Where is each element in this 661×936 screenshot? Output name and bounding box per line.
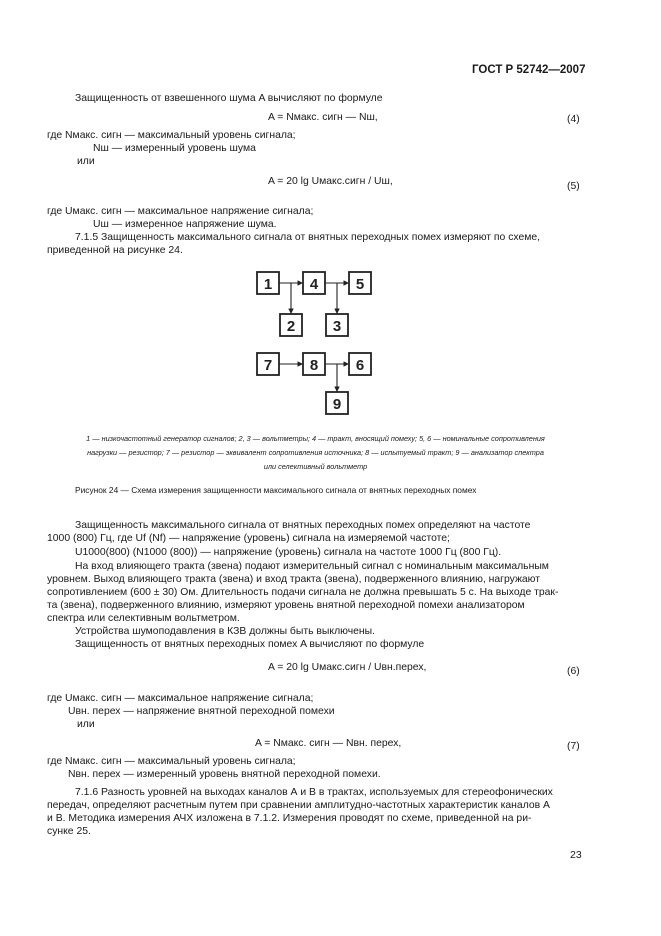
paragraph-line: Защищенность максимального сигнала от внятных переходных помех определяют на частоте bbox=[75, 520, 531, 531]
text-line: Nвн. перех — измеренный уровень внятной переходной помехи. bbox=[68, 769, 381, 780]
paragraph-line: приведенной на рисунке 24. bbox=[47, 245, 183, 256]
text-line: или bbox=[77, 156, 95, 167]
figure-title: Рисунок 24 — Схема измерения защищенности максимального сигнала от внятных переходных помех bbox=[75, 485, 477, 495]
block-label: 1 bbox=[263, 276, 273, 293]
text-line: Uш — измеренное напряжение шума. bbox=[93, 219, 277, 230]
text-line: где Nмакс. сигн — максимальный уровень сигнала; bbox=[47, 756, 296, 767]
block-label: 7 bbox=[263, 357, 273, 374]
text-line: Защищенность от взвешенного шума A вычисляют по формуле bbox=[75, 93, 383, 104]
paragraph-line: На вход влияющего тракта (звена) подают измерительный сигнал с номинальным максимальным bbox=[75, 561, 549, 572]
figure-legend bbox=[47, 432, 584, 474]
equation-number: (5) bbox=[567, 181, 580, 192]
block-label: 6 bbox=[355, 357, 365, 374]
paragraph-line: та (звена), подверженного влиянию, измеряют уровень внятной переходной помехи анализатором bbox=[47, 600, 525, 611]
paragraph-line: сопротивлением (600 ± 30) Ом. Длительность подачи сигнала не должна превышать 5 с. На выходе трак- bbox=[47, 587, 559, 598]
block-label: 5 bbox=[355, 276, 365, 293]
block-label: 8 bbox=[309, 357, 319, 374]
paragraph-line: 7.1.6 Разность уровней на выходах каналов А и В в трактах, используемых для стереофонических bbox=[75, 787, 553, 798]
equation-7: A = Nмакс. сигн — Nвн. перех, bbox=[255, 738, 402, 749]
equation-5: A = 20 lg Uмакс.сигн / Uш, bbox=[268, 176, 393, 187]
text-line: или bbox=[77, 719, 95, 730]
paragraph-line: и В. Методика измерения АЧХ изложена в 7.1.2. Измерения проводят по схеме, приведенной на ри- bbox=[47, 813, 532, 824]
text-line: Nш — измеренный уровень шума bbox=[93, 143, 256, 154]
block-label: 2 bbox=[286, 318, 296, 335]
text-line: где Uмакс. сигн — максимальное напряжение сигнала; bbox=[47, 693, 314, 704]
equation-number: (6) bbox=[567, 666, 580, 677]
paragraph-line: уровнем. Выход влияющего тракта (звена) и вход тракта (звена), подверженного влиянию, нагружают bbox=[47, 574, 540, 585]
paragraph-line: 1000 (800) Гц, где Uf (Nf) — напряжение (уровень) сигнала на измеряемой частоте; bbox=[47, 533, 450, 544]
equation-number: (7) bbox=[567, 741, 580, 752]
paragraph-line: Защищенность от внятных переходных помех A вычисляют по формуле bbox=[75, 639, 425, 650]
legend-line: 1 — низкочастотный генератор сигналов; 2, 3 — вольтметры; 4 — тракт, вносящий помеху; 5, 6 — номинальные сопротивления bbox=[86, 434, 545, 443]
block-label: 9 bbox=[332, 396, 342, 413]
page-number: 23 bbox=[570, 849, 582, 861]
text-line: где Uмакс. сигн — максимальное напряжение сигнала; bbox=[47, 206, 314, 217]
equation-6: A = 20 lg Uмакс.сигн / Uвн.перех, bbox=[268, 662, 427, 673]
paragraph-line: 7.1.5 Защищенность максимального сигнала от внятных переходных помех измеряют по схеме, bbox=[75, 232, 541, 243]
paragraph-line: Устройства шумоподавления в КЗВ должны быть выключены. bbox=[75, 626, 375, 637]
measurement-diagram bbox=[250, 265, 385, 425]
legend-line: или селективный вольтметр bbox=[263, 462, 368, 471]
equation-4: A = Nмакс. сигн — Nш, bbox=[268, 112, 378, 123]
paragraph-line: спектра или селективным вольтметром. bbox=[47, 613, 240, 624]
legend-line: нагрузки — резистор; 7 — резистор — эквивалент сопротивления источника; 8 — испытуемый тракт; 9 — анализатор спектра bbox=[87, 448, 544, 457]
paragraph-line: U1000(800) (N1000 (800)) — напряжение (уровень) сигнала на частоте 1000 Гц (800 Гц). bbox=[75, 547, 502, 558]
paragraph-line: сунке 25. bbox=[47, 826, 91, 837]
text-line: где Nмакс. сигн — максимальный уровень сигнала; bbox=[47, 130, 296, 141]
block-label: 3 bbox=[332, 318, 342, 335]
equation-number: (4) bbox=[567, 114, 580, 125]
paragraph-line: передач, определяют расчетным путем при сравнении амплитудно-частотных характеристик каналов А bbox=[47, 800, 550, 811]
block-label: 4 bbox=[309, 276, 319, 293]
text-line: Uвн. перех — напряжение внятной переходной помехи bbox=[68, 706, 335, 717]
standard-header: ГОСТ Р 52742—2007 bbox=[472, 64, 586, 76]
